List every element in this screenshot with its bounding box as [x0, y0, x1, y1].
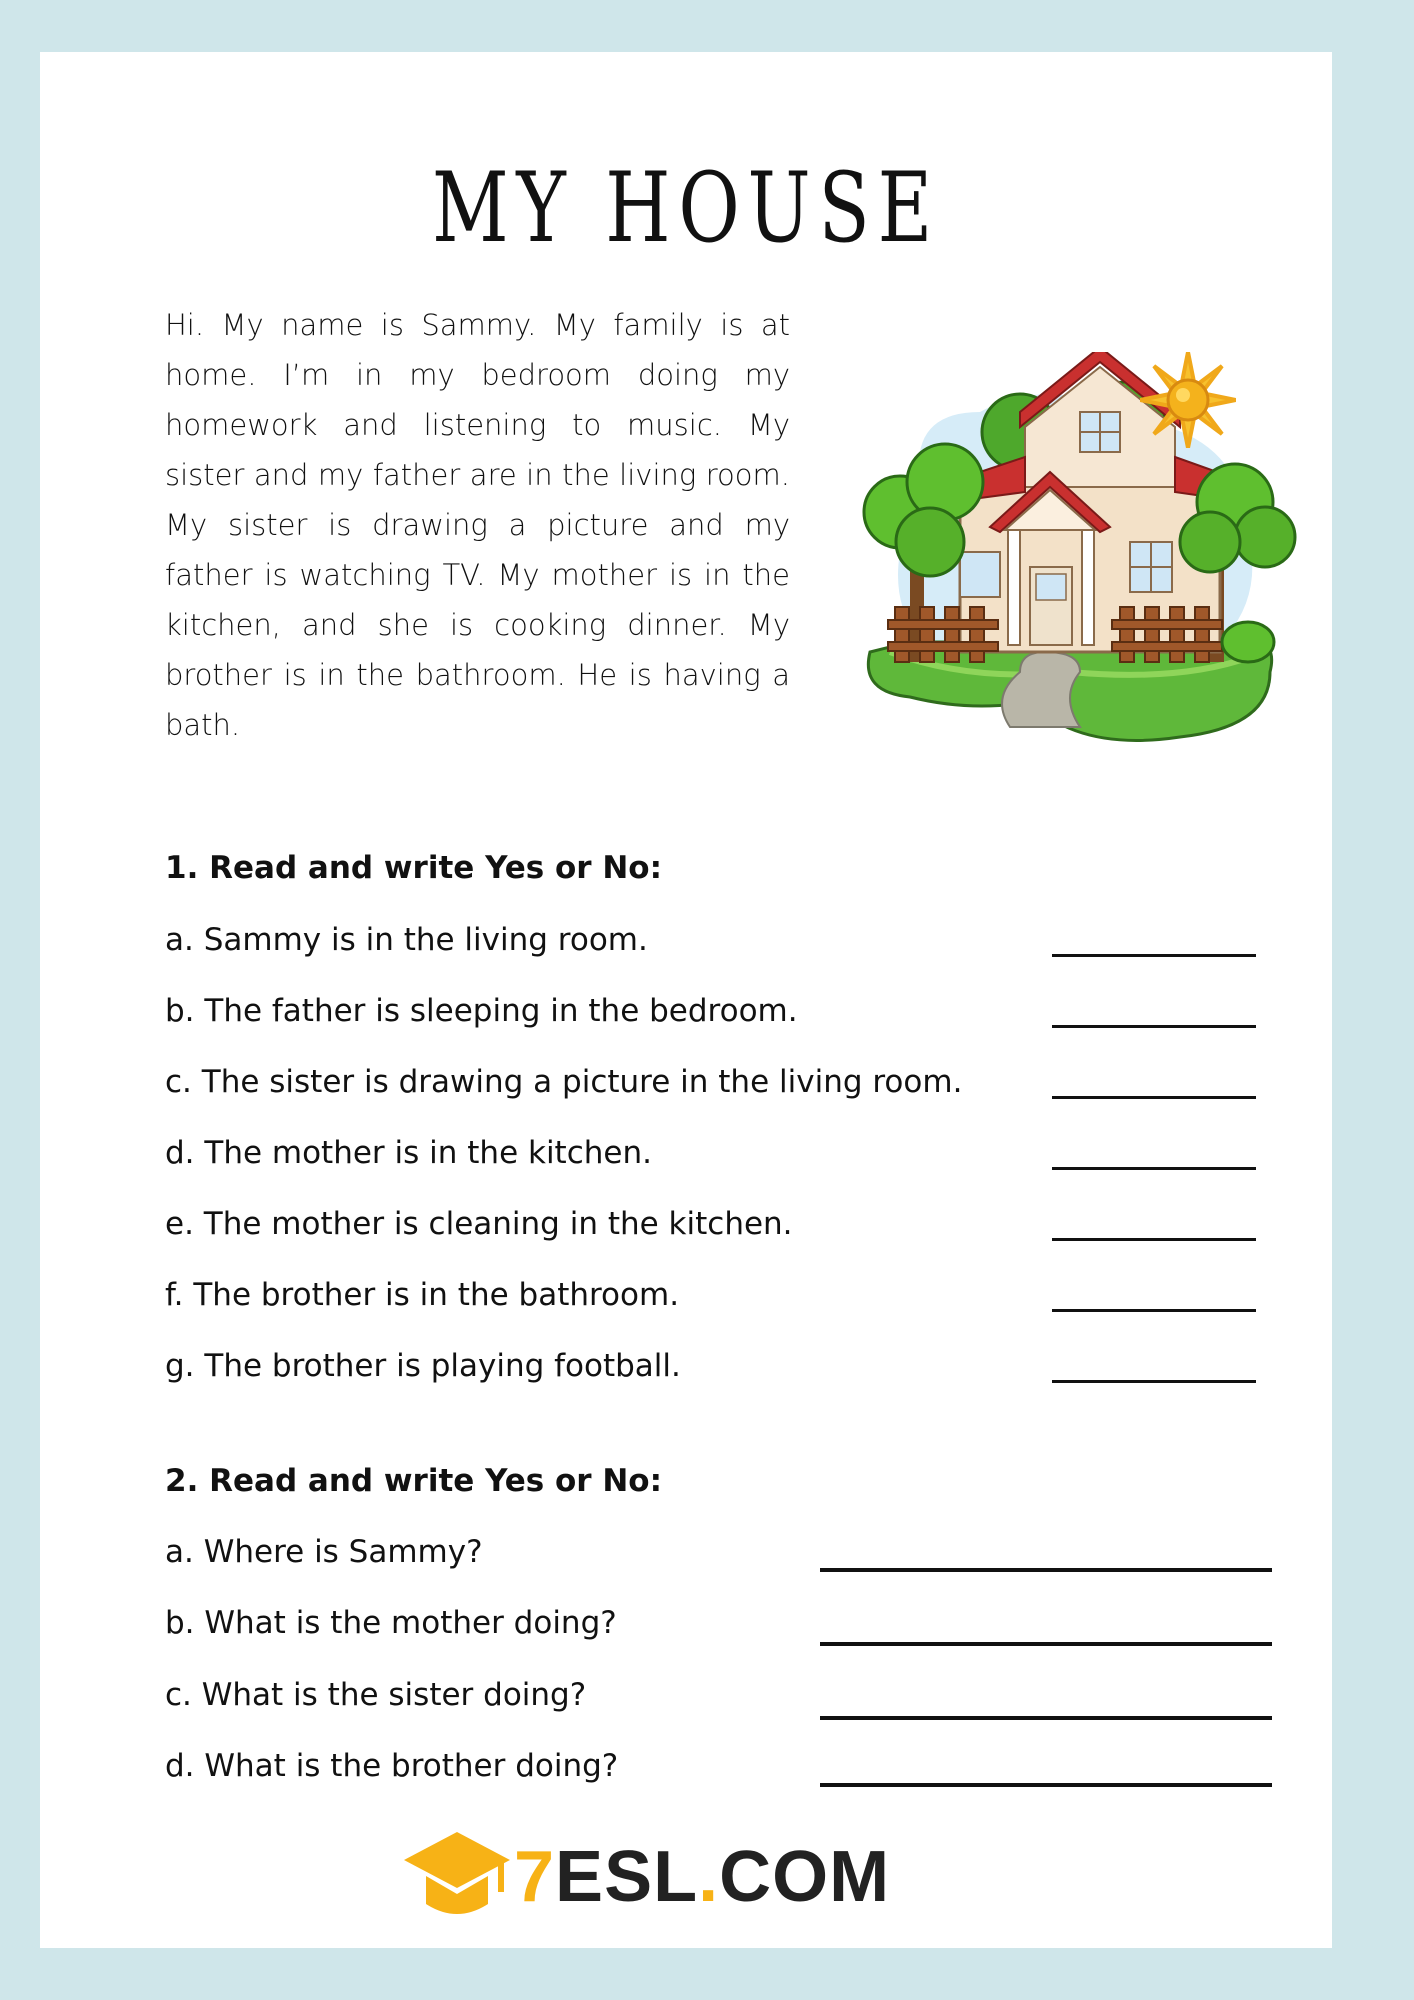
sun-icon: [1140, 352, 1236, 448]
section-1-question-f: f. The brother is in the bathroom.: [165, 1277, 680, 1313]
graduation-cap-icon: [404, 1832, 510, 1922]
answer-line-2c[interactable]: [820, 1716, 1272, 1720]
section-1-question-a: a. Sammy is in the living room.: [165, 922, 648, 958]
answer-line-1g[interactable]: [1052, 1380, 1256, 1383]
answer-line-1f[interactable]: [1052, 1309, 1256, 1312]
answer-line-1d[interactable]: [1052, 1167, 1256, 1170]
answer-line-2a[interactable]: [820, 1568, 1272, 1572]
answer-line-2d[interactable]: [820, 1783, 1272, 1787]
section-2-question-b: b. What is the mother doing?: [165, 1605, 617, 1641]
answer-line-1c[interactable]: [1052, 1096, 1256, 1099]
section-1-heading: 1. Read and write Yes or No:: [165, 850, 662, 886]
reading-passage: Hi. My name is Sammy. My family is at home. I’m in my bedroom doing my homework and listening to music. My sister and my father are in the living room. My sister is drawing a picture and my father is watching TV. My mother is in the kitchen, and she is cooking dinner. My brother is in the bathroom. He is having a bath.: [165, 308, 790, 742]
section-2-question-d: d. What is the brother doing?: [165, 1748, 619, 1784]
answer-line-1a[interactable]: [1052, 954, 1256, 957]
section-2-heading: 2. Read and write Yes or No:: [165, 1463, 662, 1499]
page-title: MY HOUSE: [431, 152, 941, 264]
brand-logo-text: 7ESL.COM: [514, 1837, 891, 1917]
worksheet-page: [40, 52, 1332, 1948]
brand-logo: [404, 1832, 964, 1922]
answer-line-1b[interactable]: [1052, 1025, 1256, 1028]
section-2-question-a: a. Where is Sammy?: [165, 1534, 483, 1570]
section-1-question-c: c. The sister is drawing a picture in the living room.: [165, 1064, 963, 1100]
section-1-question-e: e. The mother is cleaning in the kitchen.: [165, 1206, 793, 1242]
section-1-question-b: b. The father is sleeping in the bedroom.: [165, 993, 798, 1029]
section-1-question-g: g. The brother is playing football.: [165, 1348, 681, 1384]
section-2-question-c: c. What is the sister doing?: [165, 1677, 587, 1713]
answer-line-1e[interactable]: [1052, 1238, 1256, 1241]
section-1-question-d: d. The mother is in the kitchen.: [165, 1135, 652, 1171]
answer-line-2b[interactable]: [820, 1642, 1272, 1646]
